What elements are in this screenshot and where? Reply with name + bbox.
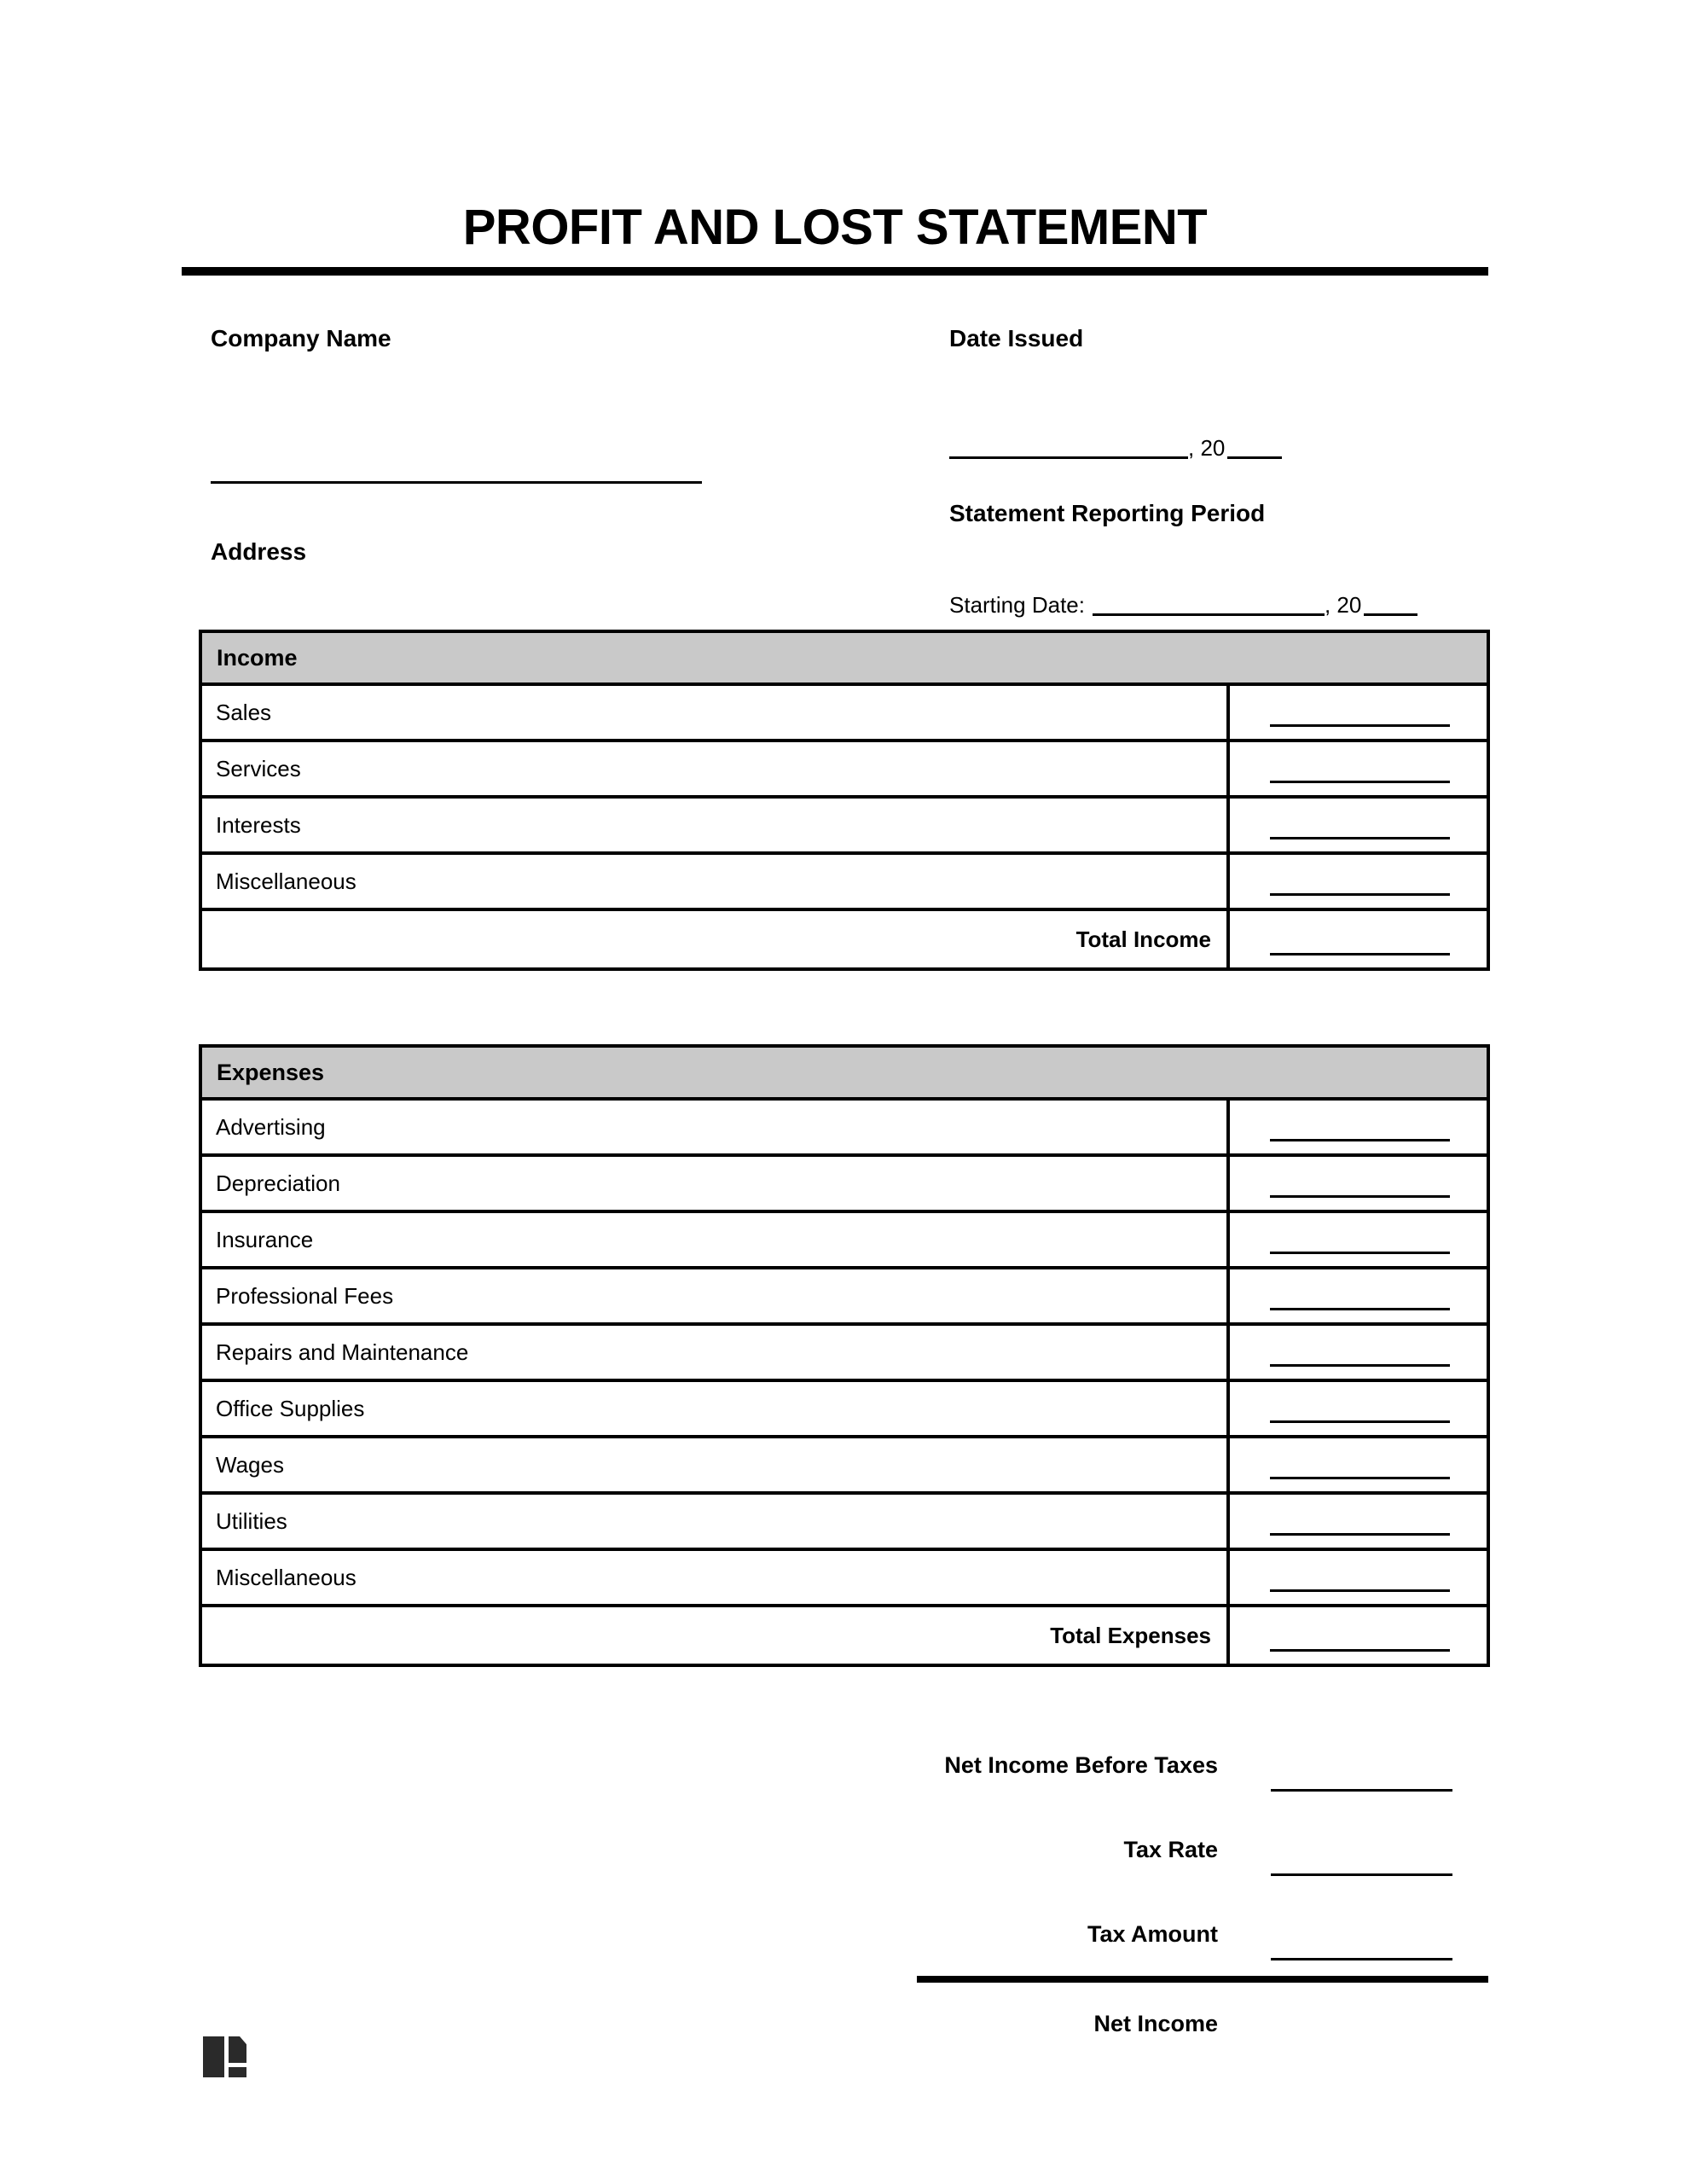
amount-cell [1226, 1607, 1487, 1664]
amount-line[interactable] [1271, 1789, 1452, 1792]
amount-cell [1226, 1326, 1487, 1379]
amount-cell [1226, 1101, 1487, 1153]
expense-row-label: Professional Fees [216, 1282, 394, 1309]
starting-date-year-prefix: , 20 [1324, 592, 1362, 618]
total-row [202, 911, 1487, 967]
tax-rate-label: Tax Rate [1123, 1837, 1218, 1862]
amount-line[interactable] [1270, 1420, 1450, 1423]
date-issued-line[interactable] [949, 456, 1188, 459]
table-row [202, 1326, 1487, 1382]
amount-cell [1226, 911, 1487, 967]
amount-cell [1226, 1213, 1487, 1266]
amount-line[interactable] [1271, 1873, 1452, 1876]
table-row [202, 799, 1487, 855]
amount-cell [1226, 799, 1487, 851]
amount-line[interactable] [1270, 1589, 1450, 1592]
date-issued-year-line[interactable] [1227, 456, 1282, 459]
expenses-table-header [202, 1048, 1487, 1101]
table-row [202, 1269, 1487, 1326]
amount-cell [1226, 855, 1487, 908]
summary-row [199, 1825, 1490, 1909]
logo-foot-bar [229, 2067, 246, 2077]
net-income-label: Net Income [1093, 2011, 1218, 2036]
income-row-label: Miscellaneous [216, 868, 357, 894]
table-row [202, 742, 1487, 799]
company-name-label: Company Name [211, 325, 391, 351]
expense-row-label: Miscellaneous [216, 1564, 357, 1590]
income-table-header [202, 633, 1487, 686]
amount-cell [1226, 1551, 1487, 1604]
income-row-label: Interests [216, 811, 301, 838]
amount-cell [1226, 1269, 1487, 1322]
amount-cell [1226, 1438, 1487, 1491]
total-expenses-label: Total Expenses [1050, 1622, 1211, 1648]
net-income-before-taxes-label: Net Income Before Taxes [944, 1752, 1218, 1778]
page-title: PROFIT AND LOST STATEMENT [462, 200, 1208, 255]
amount-cell [1226, 1157, 1487, 1210]
table-row [202, 1157, 1487, 1213]
amount-cell [1226, 1382, 1487, 1435]
title-rule [182, 267, 1488, 276]
amount-line[interactable] [1270, 893, 1450, 896]
amount-line[interactable] [1270, 1139, 1450, 1141]
amount-line[interactable] [1270, 1252, 1450, 1254]
date-issued-year-prefix: , 20 [1188, 435, 1226, 461]
starting-date-line[interactable] [1093, 613, 1325, 616]
amount-line[interactable] [1270, 1308, 1450, 1310]
amount-line[interactable] [1270, 1364, 1450, 1367]
table-row [202, 855, 1487, 911]
income-row-label: Sales [216, 699, 272, 725]
expense-row-label: Repairs and Maintenance [216, 1339, 469, 1365]
expense-row-label: Depreciation [216, 1170, 340, 1196]
amount-line[interactable] [1270, 1649, 1450, 1652]
amount-line[interactable] [1270, 953, 1450, 956]
amount-cell [1226, 742, 1487, 795]
amount-line[interactable] [1271, 1958, 1452, 1960]
reporting-period-label: Statement Reporting Period [949, 500, 1266, 526]
income-table [199, 630, 1490, 971]
expense-row-label: Insurance [216, 1226, 314, 1252]
amount-line[interactable] [1270, 724, 1450, 727]
amount-line[interactable] [1270, 781, 1450, 783]
amount-line[interactable] [1270, 1477, 1450, 1479]
table-row [202, 1438, 1487, 1495]
company-name-line[interactable] [211, 481, 702, 484]
expense-row-label: Utilities [216, 1507, 287, 1534]
amount-line[interactable] [1270, 1533, 1450, 1536]
legal-templates-logo-icon [203, 2036, 247, 2077]
amount-cell [1226, 686, 1487, 739]
income-row-label: Services [216, 755, 301, 781]
summary-section [199, 1740, 1490, 2082]
expense-row-label: Office Supplies [216, 1395, 365, 1421]
amount-line[interactable] [1270, 837, 1450, 839]
logo-document-shape [229, 2036, 246, 2063]
date-issued-row [949, 427, 1282, 459]
starting-date-row [949, 584, 1417, 616]
table-row [202, 1382, 1487, 1438]
address-label: Address [211, 538, 307, 565]
total-row [202, 1607, 1487, 1664]
expenses-header-label: Expenses [217, 1059, 325, 1085]
summary-row [199, 1740, 1490, 1825]
net-income-total-rule [917, 1976, 1488, 1983]
total-income-label: Total Income [1075, 926, 1211, 952]
expense-row-label: Advertising [216, 1113, 326, 1140]
amount-cell [1226, 1495, 1487, 1548]
tax-amount-label: Tax Amount [1087, 1921, 1218, 1947]
table-row [202, 1495, 1487, 1551]
logo-left-bar [203, 2036, 224, 2077]
table-row [202, 686, 1487, 742]
amount-line[interactable] [1270, 1195, 1450, 1198]
expense-row-label: Wages [216, 1451, 284, 1478]
starting-date-label: Starting Date: [949, 592, 1085, 618]
starting-date-year-line[interactable] [1364, 613, 1417, 616]
table-row [202, 1213, 1487, 1269]
table-row [202, 1551, 1487, 1607]
table-row [202, 1101, 1487, 1157]
expenses-table [199, 1044, 1490, 1667]
income-header-label: Income [217, 644, 298, 671]
date-issued-label: Date Issued [949, 325, 1084, 351]
